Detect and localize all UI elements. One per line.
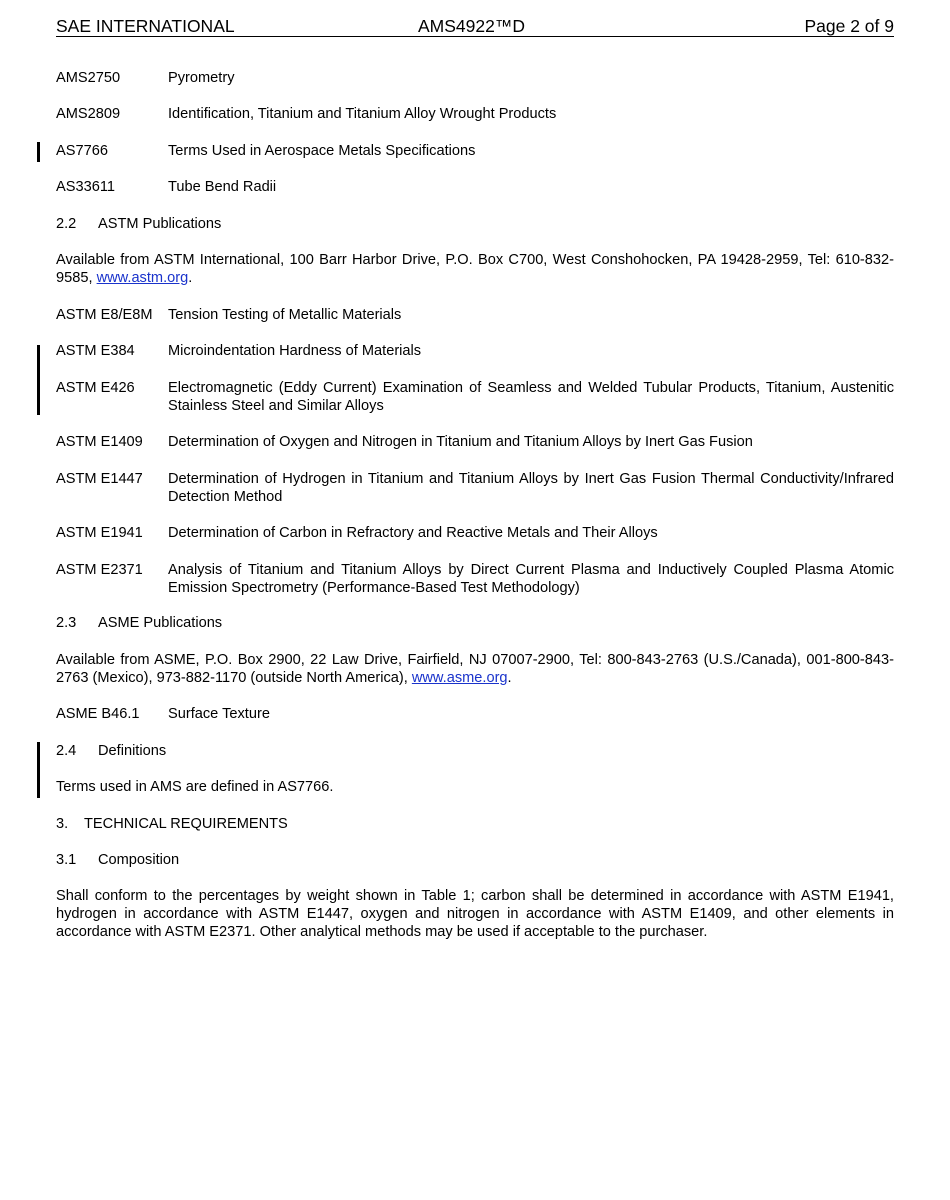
ref-title-astm-e2371: Analysis of Titanium and Titanium Alloys by Direct Current Plasma and Inductively Coupled Plasma Atomic Emission Spectrometry (Performance-Based Test Methodology): [168, 562, 894, 596]
ref-title-asme-b46: Surface Texture: [168, 706, 270, 722]
section-2-3-number: 2.3: [56, 615, 77, 631]
header-org: SAE INTERNATIONAL: [56, 16, 235, 36]
ref-code-astm-e384: ASTM E384: [56, 343, 135, 359]
section-3-1-number: 3.1: [56, 852, 77, 868]
section-2-4-title: Definitions: [98, 743, 167, 759]
ref-code-astm-e1409: ASTM E1409: [56, 434, 143, 450]
section-2-4-number: 2.4: [56, 743, 77, 759]
composition-text: Shall conform to the percentages by weight shown in Table 1; carbon shall be determined in accordance with ASTM E1941, hydrogen in accordance with ASTM E1447, oxygen and nitrogen in accordance with ASTM E1409, and other elements in accordance with ASTM E2371. Other analytical methods may be used if acceptable to the purchaser.: [56, 888, 894, 940]
section-2-3-title: ASME Publications: [98, 615, 223, 631]
ref-title-astm-e384: Microindentation Hardness of Materials: [168, 343, 422, 359]
change-bar: [37, 345, 40, 415]
definitions-text: Terms used in AMS are defined in AS7766.: [56, 779, 334, 795]
page-header: [56, 16, 894, 37]
astm-link[interactable]: www.astm.org: [96, 270, 189, 286]
astm-availability-end: .: [188, 270, 193, 286]
ref-code-astm-e8: ASTM E8/E8M: [56, 307, 153, 323]
ref-title-astm-e1409: Determination of Oxygen and Nitrogen in Titanium and Titanium Alloys by Inert Gas Fusion: [168, 434, 753, 450]
ref-title-as7766: Terms Used in Aerospace Metals Specifications: [168, 143, 476, 159]
ref-code-as7766: AS7766: [56, 143, 108, 159]
ref-title-astm-e8: Tension Testing of Metallic Materials: [168, 307, 402, 323]
ref-code-as33611: AS33611: [56, 179, 115, 195]
ref-code-ams2750: AMS2750: [56, 70, 121, 86]
ref-code-astm-e2371: ASTM E2371: [56, 562, 143, 578]
ref-title-astm-e426: Electromagnetic (Eddy Current) Examination of Seamless and Welded Tubular Products, Titanium, Austenitic Stainless Steel and Similar Alloys: [168, 380, 894, 414]
section-3-title: TECHNICAL REQUIREMENTS: [84, 816, 288, 832]
section-2-2-number: 2.2: [56, 216, 77, 232]
ref-code-astm-e426: ASTM E426: [56, 380, 135, 396]
ref-title-as33611: Tube Bend Radii: [168, 179, 277, 195]
ref-title-astm-e1941: Determination of Carbon in Refractory and Reactive Metals and Their Alloys: [168, 525, 658, 541]
section-3-number: 3.: [56, 816, 69, 832]
astm-availability: [56, 251, 894, 287]
ref-title-astm-e1447: Determination of Hydrogen in Titanium and Titanium Alloys by Inert Gas Fusion Thermal Conductivity/Infrared Detection Method: [168, 471, 894, 505]
ref-code-astm-e1447: ASTM E1447: [56, 471, 143, 487]
ref-title-ams2750: Pyrometry: [168, 70, 235, 86]
ref-code-asme-b46: ASME B46.1: [56, 706, 140, 722]
header-doc-number: AMS4922™D: [418, 16, 525, 36]
section-3-1-title: Composition: [98, 852, 180, 868]
ref-code-ams2809: AMS2809: [56, 106, 121, 122]
astm-availability-text: Available from ASTM International, 100 Barr Harbor Drive, P.O. Box C700, West Conshohocken, PA 19428-2959, Tel: 610-832-9585,: [56, 252, 894, 286]
asme-availability-end: .: [507, 670, 512, 686]
header-page-number: Page 2 of 9: [804, 16, 894, 36]
asme-link[interactable]: www.asme.org: [411, 670, 508, 686]
change-bar: [37, 142, 40, 162]
section-2-2-title: ASTM Publications: [98, 216, 222, 232]
ref-code-astm-e1941: ASTM E1941: [56, 525, 143, 541]
asme-availability-text: Available from ASME, P.O. Box 2900, 22 Law Drive, Fairfield, NJ 07007-2900, Tel: 800-843-2763 (U.S./Canada), 001-800-843-2763 (Mexico), 973-882-1170 (outside North America),: [56, 652, 894, 686]
change-bar: [37, 742, 40, 798]
asme-availability: [56, 651, 894, 687]
ref-title-ams2809: Identification, Titanium and Titanium Alloy Wrought Products: [168, 106, 557, 122]
